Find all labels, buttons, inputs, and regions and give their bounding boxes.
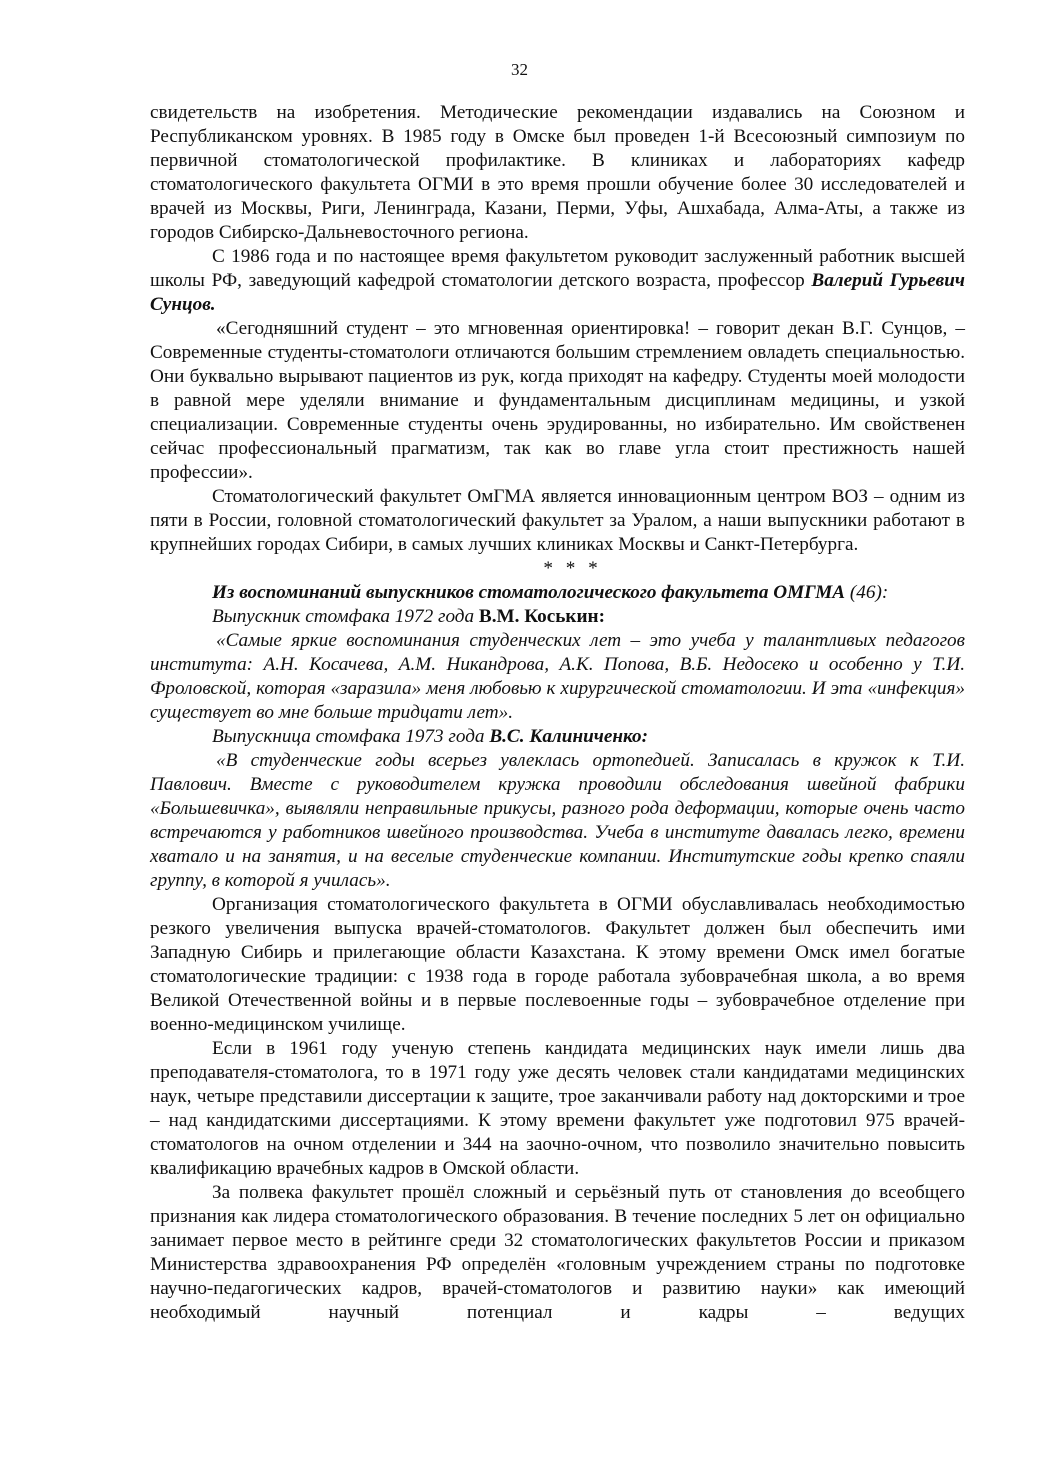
paragraph-half-century: За полвека факультет прошёл сложный и серьёзный путь от становления до всеобщего признания как лидера стоматологического образования. В течение последних 5 лет он официально занимает первое место в рейтинге среди 32 стоматологических факультетов России и приказом Министерства здравоохранения РФ определён «головным учреждением страны по подготовке научно-педагогических кадров, врачей-стоматологов и развитию науки» как имеющий необходимый научный потенциал и кадры – ведущих [150, 1182, 965, 1323]
paragraph-dean [150, 245, 965, 317]
graduate-2-name: В.С. Калиниченко: [489, 726, 648, 747]
section-separator: * * * [543, 558, 602, 579]
graduate-2-label [150, 725, 965, 749]
paragraph-faculty-organization: Организация стоматологического факультета в ОГМИ обуславливалась необходимостью резкого увеличения выпуска врачей-стоматологов. Факультет должен был обеспечить ими Западную Сибирь и прилегающие области Казахстана. К этому времени Омск имел богатые стоматологические традиции: с 1938 года в городе работала зубоврачебная школа, а во время Великой Отечественной войны и в первые послевоенные годы – зубоврачебное отделение при военно-медицинском училище. [150, 894, 965, 1035]
dean-intro-text: С 1986 года и по настоящее время факультетом руководит заслуженный работник высшей школы РФ, заведующий кафедрой стоматологии детского возраста, профессор [150, 246, 965, 291]
memoirs-heading-title: Из воспоминаний выпускников стоматологического факультета ОМГМА [212, 582, 846, 603]
graduate-2-quote: «В студенческие годы всерьез увлеклась ортопедией. Записалась в кружок к Т.И. Павлович. Вместе с руководителем кружка проводили обследования швейной фабрики «Большевичка», выявляли неправильные прикусы, разного рода деформации, которые очень часто встречаются у работников швейного производства. Учеба в институте давалась легко, времени хватало и на занятия, и на веселые студенческие компании. Институтские годы крепко спаяли группу, в которой я училась». [150, 750, 965, 891]
paragraph-candidates: Если в 1961 году ученую степень кандидата медицинских наук имели лишь два преподавателя-стоматолога, то в 1971 году уже десять человек стали кандидатами медицинских наук, четыре представили диссертации к защите, трое заканчивали работу над докторскими и трое – над кандидатскими диссертациями. К этому времени факультет уже подготовил 975 врачей-стоматологов на очном отделении и 344 на заочно-очном, что позволило значительно повысить квалификацию врачебных кадров в Омской области. [150, 1038, 965, 1179]
paragraph-dean-quote: «Сегодняшний студент – это мгновенная ориентировка! – говорит декан В.Г. Сунцов, – Современные студенты-стоматологи отличаются большим стремлением овладеть специальностью. Они буквально вырывают пациентов из рук, когда приходят на кафедру. Студенты моей молодости в равной мере уделяли внимание и фундаментальным дисциплинам медицины, и узкой специализации. Современные студенты очень эрудированны, но избирательно. Им свойственен сейчас профессиональный прагматизм, так как во главе угла стоит престижность нашей профессии». [150, 318, 965, 483]
memoirs-heading-ref: (46): [845, 582, 889, 603]
page-body [150, 101, 965, 1325]
memoirs-heading [150, 581, 965, 605]
graduate-1-label [150, 605, 965, 629]
graduate-1-name: В.М. Коськин: [478, 606, 605, 627]
paragraph-inventions: свидетельств на изобретения. Методические рекомендации издавались на Союзном и Республиканском уровнях. В 1985 году в Омске был проведен 1-й Всесоюзный симпозиум по первичной стоматологической профилактике. В клиниках и лабораториях кафедр стоматологического факультета ОГМИ в это время прошли обучение более 30 исследователей и врачей из Москвы, Риги, Ленинграда, Казани, Перми, Уфы, Ашхабада, Алма-Аты, а также из городов Сибирско-Дальневосточного региона. [150, 102, 965, 243]
page-number: 32 [511, 60, 528, 79]
paragraph-who-center: Стоматологический факультет ОмГМА является инновационным центром ВОЗ – одним из пяти в России, головной стоматологический факультет за Уралом, а наши выпускники работают в крупнейших городах Сибири, в самых лучших клиниках Москвы и Санкт-Петербурга. [150, 486, 965, 555]
dean-name: Валерий Гурьевич Сунцов. [150, 270, 965, 315]
graduate-2-label-text: Выпускница стомфака 1973 года [212, 726, 490, 747]
graduate-1-label-text: Выпускник стомфака 1972 года [212, 606, 479, 627]
graduate-1-quote: «Самые яркие воспоминания студенческих лет – это учеба у талантливых педагогов института: А.Н. Косачева, А.М. Никандрова, А.К. Попова, В.Б. Недосеко и особенно у Т.И. Фроловской, которая «заразила» меня любовью к хирургической стоматологии. И эта «инфекция» существует во мне больше тридцати лет». [150, 630, 965, 723]
